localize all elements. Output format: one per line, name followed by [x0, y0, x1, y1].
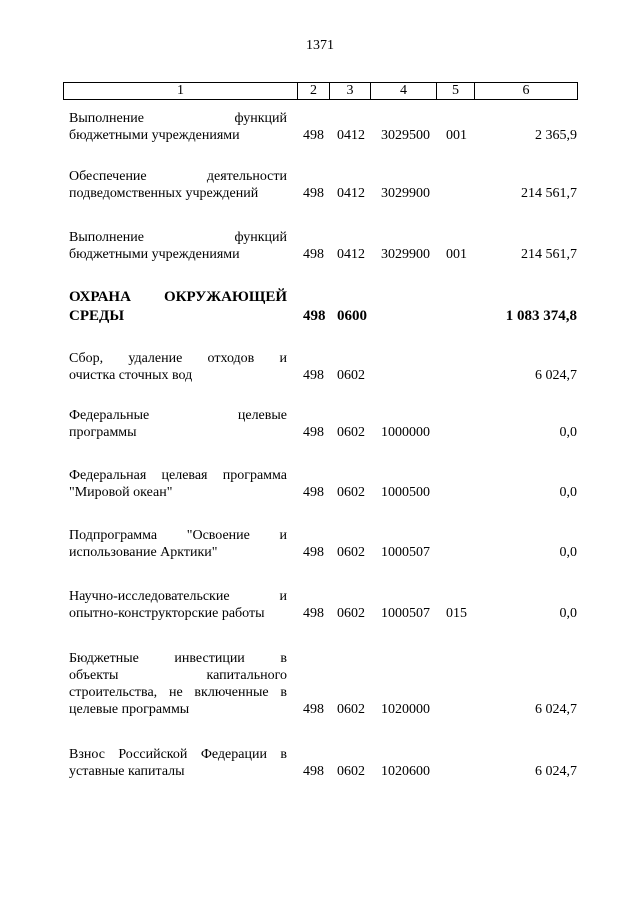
- cell-c4: 1000507: [381, 545, 430, 560]
- row-name: [69, 350, 287, 384]
- row-name: [69, 229, 287, 263]
- cell-c6: 0,0: [559, 425, 577, 440]
- row-name: [69, 110, 287, 144]
- cell-c3: 0602: [337, 485, 365, 500]
- row-name: [69, 168, 287, 202]
- row-name-line: бюджетными учреждениями: [69, 128, 240, 143]
- row-name-line: подведомственных учреждений: [69, 186, 259, 201]
- cell-c3: 0602: [337, 606, 365, 621]
- header-col-6: 6: [474, 83, 578, 99]
- row-name-line: Выполнение функций: [69, 230, 287, 245]
- row-name-line: СРЕДЫ: [69, 308, 125, 324]
- cell-c2: 498: [303, 702, 324, 717]
- page-number: 1371: [306, 38, 334, 53]
- row-name: [69, 407, 287, 441]
- row-name-line: Федеральные целевые: [69, 408, 287, 423]
- cell-c6: 214 561,7: [521, 186, 577, 201]
- cell-c6: 0,0: [559, 545, 577, 560]
- cell-c5: 015: [446, 606, 467, 621]
- row-name-line: очистка сточных вод: [69, 368, 193, 383]
- header-col-4: 4: [370, 83, 436, 99]
- row-name: [69, 650, 287, 718]
- cell-c4: 1000507: [381, 606, 430, 621]
- row-name-line: программы: [69, 425, 137, 440]
- cell-c5: 001: [446, 247, 467, 262]
- cell-c3: 0602: [337, 764, 365, 779]
- cell-c6: 6 024,7: [535, 368, 577, 383]
- cell-c5: 001: [446, 128, 467, 143]
- row-name: [69, 288, 287, 326]
- header-col-1: 1: [63, 83, 297, 99]
- row-name-line: Сбор, удаление отходов и: [69, 351, 287, 366]
- cell-c2: 498: [303, 485, 324, 500]
- row-name-line: опытно-конструкторские работы: [69, 606, 265, 621]
- cell-c4: 1020600: [381, 764, 430, 779]
- cell-c3: 0412: [337, 186, 365, 201]
- row-name-line: Федеральная целевая программа: [69, 468, 287, 483]
- row-name-line: ОХРАНА ОКРУЖАЮЩЕЙ: [69, 289, 287, 305]
- cell-c2: 498: [303, 425, 324, 440]
- row-name-line: Бюджетные инвестиции в: [69, 651, 287, 666]
- row-name-line: объекты капитального: [69, 668, 287, 683]
- row-name-line: Подпрограмма "Освоение и: [69, 528, 287, 543]
- row-name: [69, 746, 287, 780]
- row-name-line: использование Арктики": [69, 545, 218, 560]
- cell-c2: 498: [303, 186, 324, 201]
- cell-c2: 498: [303, 764, 324, 779]
- row-name-line: Обеспечение деятельности: [69, 169, 287, 184]
- row-name-line: целевые программы: [69, 702, 190, 717]
- cell-c2: 498: [303, 368, 324, 383]
- cell-c3: 0412: [337, 128, 365, 143]
- table-header: [63, 82, 578, 100]
- row-name-line: "Мировой океан": [69, 485, 173, 500]
- cell-c4: 1000000: [381, 425, 430, 440]
- row-name-line: Выполнение функций: [69, 111, 287, 126]
- cell-c3: 0600: [337, 308, 367, 324]
- cell-c2: 498: [303, 247, 324, 262]
- cell-c6: 214 561,7: [521, 247, 577, 262]
- cell-c6: 0,0: [559, 485, 577, 500]
- cell-c2: 498: [303, 308, 326, 324]
- header-col-3: 3: [329, 83, 370, 99]
- cell-c6: 1 083 374,8: [505, 308, 577, 324]
- row-name: [69, 588, 287, 622]
- row-name: [69, 467, 287, 501]
- cell-c2: 498: [303, 128, 324, 143]
- cell-c4: 1020000: [381, 702, 430, 717]
- cell-c3: 0602: [337, 545, 365, 560]
- cell-c4: 3029900: [381, 186, 430, 201]
- row-name-line: Научно-исследовательские и: [69, 589, 287, 604]
- cell-c4: 3029900: [381, 247, 430, 262]
- cell-c6: 6 024,7: [535, 764, 577, 779]
- row-name-line: строительства, не включенные в: [69, 685, 287, 700]
- cell-c4: 3029500: [381, 128, 430, 143]
- cell-c3: 0602: [337, 702, 365, 717]
- row-name-line: бюджетными учреждениями: [69, 247, 240, 262]
- row-name-line: Взнос Российской Федерации в: [69, 747, 287, 762]
- header-col-5: 5: [436, 83, 474, 99]
- cell-c6: 6 024,7: [535, 702, 577, 717]
- row-name: [69, 527, 287, 561]
- cell-c4: 1000500: [381, 485, 430, 500]
- cell-c3: 0602: [337, 368, 365, 383]
- cell-c2: 498: [303, 606, 324, 621]
- header-col-2: 2: [297, 83, 329, 99]
- cell-c6: 2 365,9: [535, 128, 577, 143]
- cell-c3: 0412: [337, 247, 365, 262]
- row-name-line: уставные капиталы: [69, 764, 185, 779]
- cell-c2: 498: [303, 545, 324, 560]
- cell-c6: 0,0: [559, 606, 577, 621]
- cell-c3: 0602: [337, 425, 365, 440]
